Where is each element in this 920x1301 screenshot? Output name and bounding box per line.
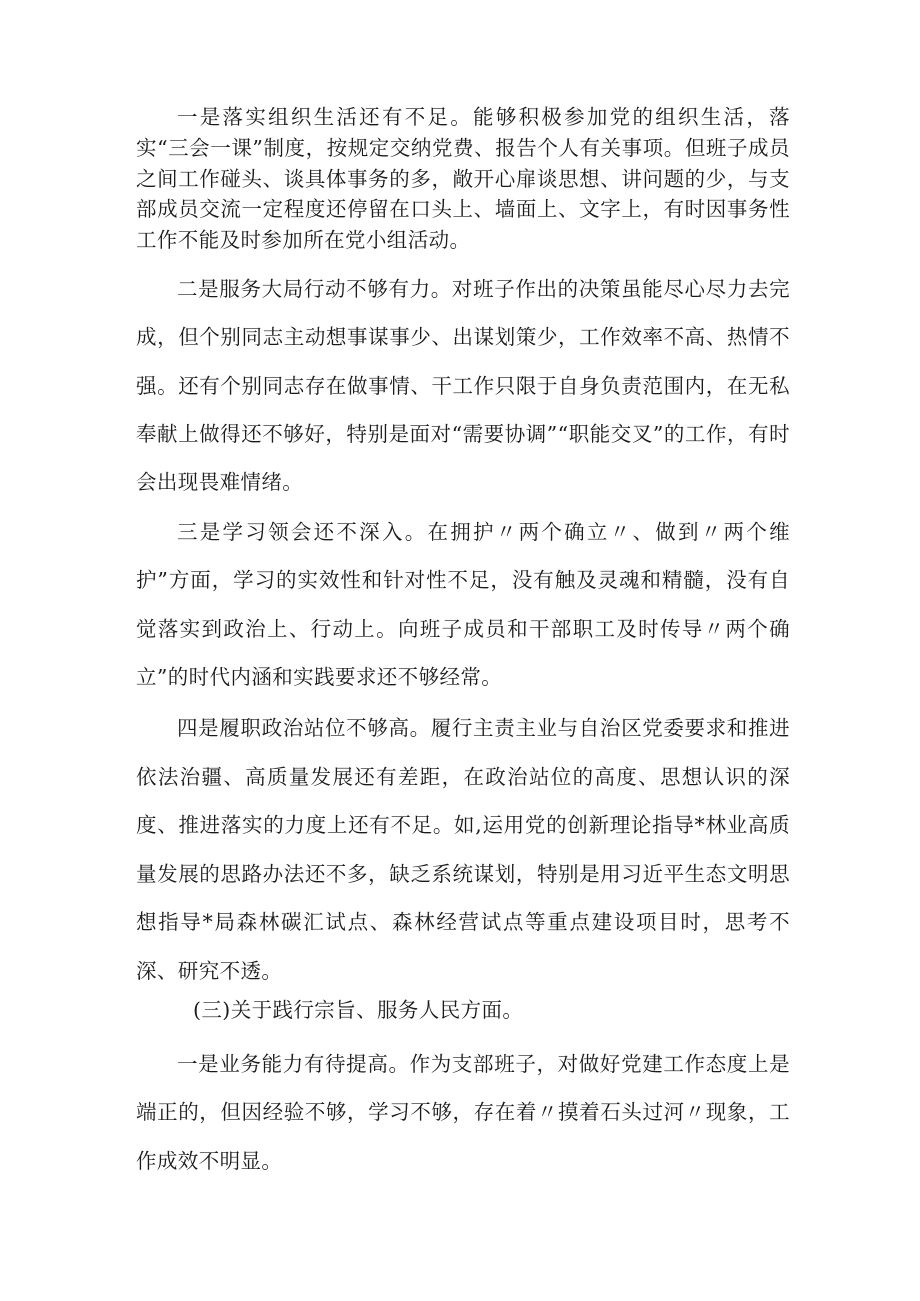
paragraph-study-understanding: 三是学习领会还不深入。在拥护〃两个确立〃、做到〃两个维护”方面，学习的实效性和针对性不足，没有触及灵魂和精髓，没有自觉落实到政治上、行动上。向班子成员和干部职工及时传导〃两个确立”的时代内涵和实践要求还不够经常。: [136, 520, 790, 689]
paragraph-serve-overall: 二是服务大局行动不够有力。对班子作出的决策虽能尽心尽力去完成，但个别同志主动想事谋事少、出谋划策少，工作效率不高、热情不强。还有个别同志存在做事情、干工作只限于自身负责范围内，在无私奉献上做得还不够好，特别是面对“需要协调”“职能交叉”的工作，有时会出现畏难情绪。: [136, 277, 790, 495]
section-heading: (三)关于践行宗旨、服务人民方面。: [193, 998, 524, 1022]
paragraph-political-stance: 四是履职政治站位不够高。履行主责主业与自治区党委要求和推进依法治疆、高质量发展还有差距，在政治站位的高度、思想认识的深度、推进落实的力度上还有不足。如,运用党的创新理论指导*林业高质量发展的思路办法还不多，缺乏系统谋划，特别是用习近平生态文明思想指导*局森林碳汇试点、森林经营试点等重点建设项目时，思考不深、研究不透。: [136, 716, 790, 983]
paragraph-business-ability: 一是业务能力有待提高。作为支部班子，对做好党建工作态度上是端正的，但因经验不够，学习不够，存在着〃摸着石头过河〃现象，工作成效不明显。: [136, 1052, 790, 1173]
paragraph-organization-life: 一是落实组织生活还有不足。能够积极参加党的组织生活，落实“三会一课”制度，按规定交纳党费、报告个人有关事项。但班子成员之间工作碰头、谈具体事务的多，敞开心扉谈思想、讲问题的少，与支部成员交流一定程度还停留在口头上、墙面上、文字上，有时因事务性工作不能及时参加所在党小组活动。: [136, 105, 790, 253]
